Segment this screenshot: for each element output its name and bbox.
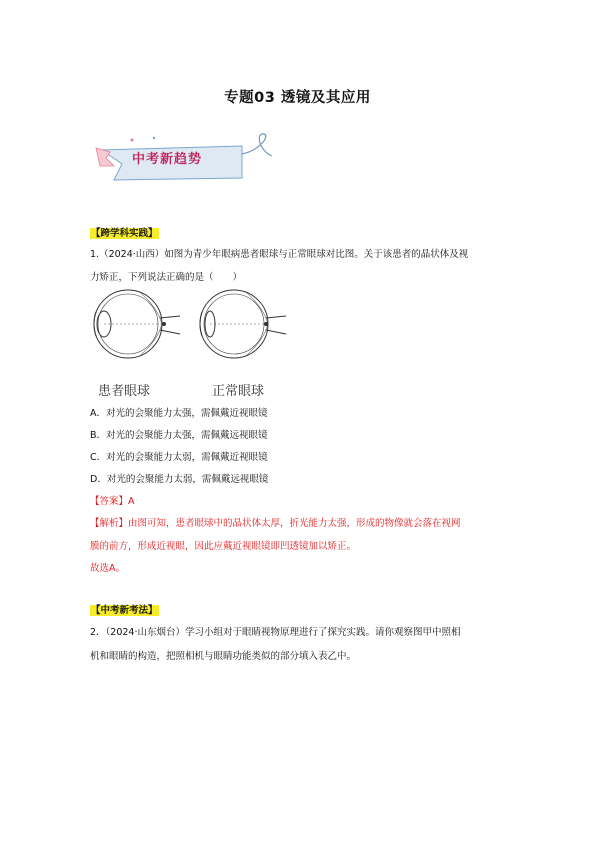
section-tag-cross-discipline — [90, 228, 159, 240]
option-b: B．对光的会聚能力太强，需佩戴远视眼镜 — [90, 430, 268, 441]
banner-swirl-shape — [242, 134, 272, 156]
normal-eye-drawing — [200, 290, 286, 358]
analysis-line-2: 膜的前方，形成近视眼，因此应戴近视眼镜即凹透镜加以矫正。 — [90, 541, 357, 552]
page-title: 专题03 透镜及其应用 — [224, 90, 371, 106]
banner-title: 中考新趋势 — [132, 152, 203, 167]
option-d: D．对光的会聚能力太弱，需佩戴远视眼镜 — [90, 474, 269, 485]
analysis-line-1: 【解析】由图可知，患者眼球中的晶状体太厚，折光能力太强，形成的物像就会落在视网 — [90, 518, 461, 529]
question-2-line-2: 机和眼睛的构造，把照相机与眼睛功能类似的部分填入表乙中。 — [90, 651, 357, 662]
option-c: C．对光的会聚能力太弱，需佩戴近视眼镜 — [90, 452, 268, 463]
section-tag-label: 【中考新考法】 — [91, 605, 158, 616]
normal-eye-label: 正常眼球 — [212, 384, 265, 399]
section-tag-label: 【跨学科实践】 — [91, 228, 158, 239]
option-a: A．对光的会聚能力太强，需佩戴近视眼镜 — [90, 408, 268, 419]
patient-eye-label: 患者眼球 — [98, 384, 151, 399]
conclusion-text: 故选A。 — [90, 563, 125, 574]
answer-text: 【答案】A — [90, 496, 135, 507]
section-tag-new-method — [90, 605, 159, 617]
question-2-line-1: 2．（2024·山东烟台）学习小组对于眼睛视物原理进行了探究实践。请你观察图甲中照相 — [90, 627, 461, 638]
question-1-line-2: 力矫正，下列说法正确的是（ ） — [90, 272, 243, 283]
patient-eye-drawing — [94, 290, 180, 358]
question-1-line-1: 1.（2024·山西）如图为青少年眼病患者眼球与正常眼球对比图。关于该患者的晶状体及视 — [90, 249, 469, 260]
